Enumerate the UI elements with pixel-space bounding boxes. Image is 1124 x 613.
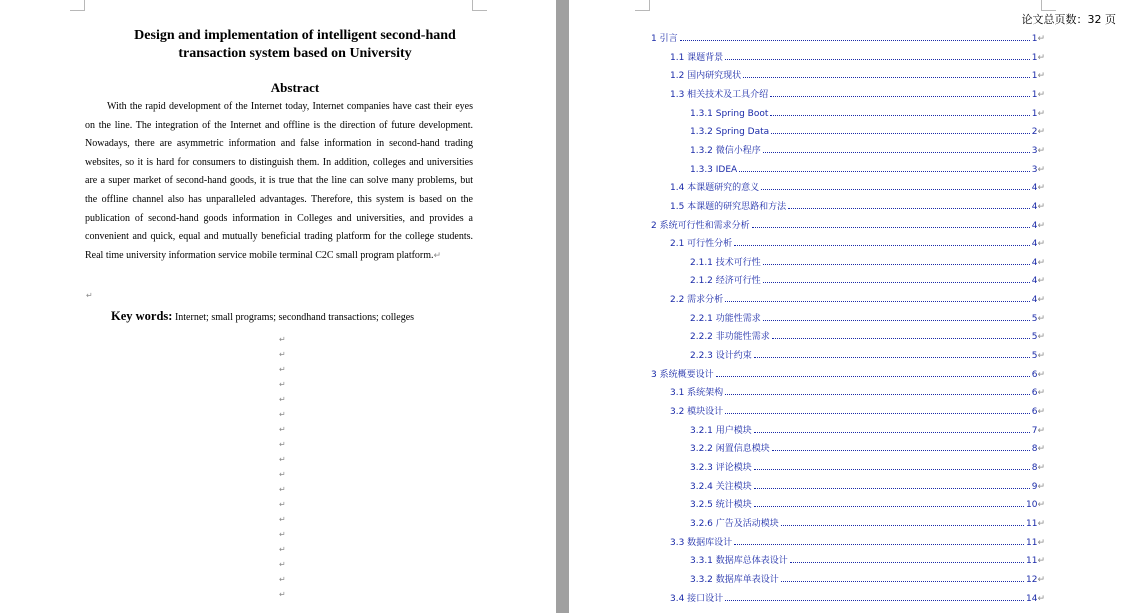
paper-title-line-1: Design and implementation of intelligent second-hand bbox=[134, 28, 456, 43]
toc-entry[interactable] bbox=[690, 459, 1045, 473]
toc-entry-page: 1 bbox=[1031, 52, 1038, 63]
toc-entry-page: 7 bbox=[1031, 425, 1038, 436]
toc-entry-page: 3 bbox=[1031, 164, 1038, 175]
toc-entry-label: 3.2 模块设计 bbox=[670, 407, 724, 417]
toc-dot-leader bbox=[725, 599, 1024, 601]
toc-dot-leader bbox=[716, 375, 1030, 377]
toc-entry-page: 4 bbox=[1031, 201, 1038, 212]
toc-entry-page: 4 bbox=[1031, 257, 1038, 268]
toc-entry[interactable] bbox=[690, 478, 1045, 492]
paragraph-mark: ↵ bbox=[1037, 332, 1045, 343]
toc-dot-leader bbox=[763, 281, 1030, 283]
paragraph-mark: ↵ bbox=[1037, 220, 1045, 231]
toc-entry[interactable] bbox=[670, 590, 1045, 604]
paragraph-mark: ↵ bbox=[1037, 462, 1045, 473]
paragraph-mark: ↵ bbox=[1037, 444, 1045, 455]
toc-dot-leader bbox=[754, 487, 1030, 489]
toc-entry[interactable] bbox=[690, 496, 1045, 510]
toc-entry-page: 4 bbox=[1031, 276, 1038, 287]
toc-entry-label: 3.2.5 统计模块 bbox=[690, 500, 752, 511]
abstract-heading: Abstract bbox=[270, 80, 320, 95]
keywords-label: Key words: bbox=[111, 309, 173, 323]
toc-entry[interactable] bbox=[690, 422, 1045, 436]
toc-dot-leader bbox=[739, 170, 1030, 172]
toc-dot-leader bbox=[680, 39, 1030, 41]
toc-entry-label: 3.4 接口设计 bbox=[670, 593, 724, 604]
toc-dot-leader bbox=[770, 95, 1030, 97]
toc-entry-page: 6 bbox=[1031, 407, 1038, 417]
total-page-count: 论文总页数：32 页 bbox=[1021, 13, 1116, 26]
toc-entry-label: 1.3 相关技术及工具介绍 bbox=[670, 89, 769, 100]
paragraph-mark: ↵ bbox=[1037, 574, 1045, 585]
paragraph-mark: ↵ bbox=[1037, 351, 1045, 362]
paragraph-mark: ↵ bbox=[1037, 313, 1045, 324]
toc-dot-leader bbox=[772, 449, 1030, 451]
toc-entry-label: 2.1 可行性分析 bbox=[670, 239, 733, 250]
toc-entry[interactable] bbox=[670, 179, 1045, 193]
paragraph-mark: ↵ bbox=[1037, 239, 1045, 250]
empty-paragraph-mark: ↵ bbox=[279, 365, 286, 374]
toc-entry-label: 1.4 本课题研究的意义 bbox=[670, 183, 760, 194]
toc-entry[interactable] bbox=[690, 142, 1045, 156]
empty-paragraph-mark: ↵ bbox=[279, 575, 286, 584]
toc-dot-leader bbox=[754, 431, 1030, 433]
toc-entry-page: 12 bbox=[1026, 574, 1038, 585]
toc-entry-page: 1 bbox=[1031, 89, 1038, 100]
toc-entry-label: 2.2.3 设计约束 bbox=[690, 351, 752, 362]
paragraph-mark: ↵ bbox=[1037, 89, 1045, 100]
toc-entry-label: 3.2.2 闲置信息模块 bbox=[690, 444, 770, 455]
toc-dot-leader bbox=[734, 244, 1030, 246]
toc-entry-page: 4 bbox=[1031, 183, 1038, 194]
empty-paragraph-mark: ↵ bbox=[279, 335, 286, 344]
empty-paragraph-mark: ↵ bbox=[279, 560, 286, 569]
empty-paragraph-mark: ↵ bbox=[279, 500, 286, 509]
toc-dot-leader bbox=[734, 543, 1024, 545]
toc-entry-label: 3.3.2 数据库单表设计 bbox=[690, 574, 779, 585]
toc-entry[interactable] bbox=[651, 217, 1045, 231]
toc-entry-label: 3.2.6 广告及活动模块 bbox=[690, 518, 779, 529]
toc-entry[interactable] bbox=[670, 534, 1045, 548]
toc-entry-label: 3 系统概要设计 bbox=[651, 369, 714, 380]
toc-entry-page: 8 bbox=[1031, 444, 1038, 455]
paragraph-mark: ↵ bbox=[1037, 481, 1045, 492]
toc-entry-page: 1 bbox=[1031, 71, 1038, 82]
toc-entry-label: 1 引言 bbox=[651, 34, 678, 44]
toc-dot-leader bbox=[763, 319, 1030, 321]
toc-dot-leader bbox=[763, 151, 1030, 153]
toc-entry[interactable] bbox=[690, 440, 1045, 454]
toc-entry[interactable] bbox=[670, 198, 1045, 212]
empty-paragraph-mark: ↵ bbox=[279, 470, 286, 479]
toc-entry[interactable] bbox=[690, 515, 1045, 529]
paragraph-mark: ↵ bbox=[1037, 34, 1045, 44]
toc-entry-page: 4 bbox=[1031, 220, 1038, 231]
paragraph-mark: ↵ bbox=[1037, 145, 1045, 156]
paragraph-mark: ↵ bbox=[1037, 556, 1045, 567]
margin-corner-mark bbox=[1041, 0, 1056, 11]
paragraph-mark: ↵ bbox=[1037, 52, 1045, 63]
abstract-paragraph: With the rapid development of the Internet today, Internet companies have cast their eyes on the line. The integration of the Internet and offline is the direction of future development. Nowadays, there are asymmetric information and false information in second-hand trading websites, so it is hard for consumers to distinguish them. In addition, colleges and universities are a super market of second-hand goods, it is true that the line can solve many problems, but the offline channel also has unparalleled advantages. Therefore, this system is based on the publication of second-hand goods information in Colleges and universities, and provides a convenient and quick, equal and mutually beneficial trading platform for the college students. Real time university information service mobile terminal C2C small program platform.↵ bbox=[85, 101, 473, 261]
empty-paragraph-mark: ↵ bbox=[279, 410, 286, 419]
toc-entry-page: 3 bbox=[1031, 145, 1038, 156]
toc-entry-label: 2.2.1 功能性需求 bbox=[690, 313, 761, 324]
toc-entry[interactable] bbox=[651, 366, 1045, 380]
toc-entry[interactable] bbox=[690, 347, 1045, 361]
paragraph-mark: ↵ bbox=[1037, 71, 1045, 82]
toc-entry-page: 14 bbox=[1026, 593, 1038, 604]
toc-entry-page: 11 bbox=[1026, 537, 1038, 548]
toc-entry-label: 3.1 系统架构 bbox=[670, 388, 724, 399]
paragraph-mark: ↵ bbox=[1037, 108, 1045, 119]
margin-corner-mark bbox=[635, 0, 650, 11]
toc-entry-label: 1.3.2 微信小程序 bbox=[690, 145, 761, 156]
toc-entry[interactable] bbox=[690, 571, 1045, 585]
empty-paragraph-mark: ↵ bbox=[279, 545, 286, 554]
toc-entry-page: 11 bbox=[1026, 518, 1038, 529]
toc-dot-leader bbox=[761, 188, 1030, 190]
paragraph-mark: ↵ bbox=[1037, 518, 1045, 529]
toc-entry-page: 1 bbox=[1031, 34, 1038, 44]
toc-entry-label: 1.2 国内研究现状 bbox=[670, 71, 742, 82]
toc-entry[interactable] bbox=[651, 30, 1045, 44]
toc-entry-label: 1.3.3 IDEA bbox=[690, 164, 738, 175]
toc-entry[interactable] bbox=[670, 86, 1045, 100]
toc-entry-page: 8 bbox=[1031, 462, 1038, 473]
paragraph-mark: ↵ bbox=[1037, 593, 1045, 604]
toc-entry-label: 1.3.1 Spring Boot bbox=[690, 108, 769, 119]
paragraph-mark: ↵ bbox=[1037, 388, 1045, 399]
toc-entry-label: 3.2.3 评论模块 bbox=[690, 462, 752, 473]
toc-entry-page: 2 bbox=[1031, 127, 1038, 138]
empty-paragraph-mark: ↵ bbox=[279, 530, 286, 539]
toc-entry-label: 3.3 数据库设计 bbox=[670, 537, 733, 548]
paragraph-mark: ↵ bbox=[1037, 183, 1045, 194]
paragraph-mark: ↵ bbox=[1037, 257, 1045, 268]
toc-dot-leader bbox=[725, 412, 1030, 414]
toc-entry[interactable] bbox=[690, 105, 1045, 119]
toc-entry[interactable] bbox=[690, 552, 1045, 566]
toc-entry[interactable] bbox=[690, 161, 1045, 175]
paragraph-mark: ↵ bbox=[1037, 537, 1045, 548]
empty-paragraph-mark: ↵ bbox=[279, 485, 286, 494]
document-page-toc bbox=[569, 0, 1124, 613]
toc-dot-leader bbox=[781, 524, 1024, 526]
toc-entry-label: 1.1 课题背景 bbox=[670, 52, 724, 63]
toc-entry[interactable] bbox=[690, 310, 1045, 324]
toc-entry[interactable] bbox=[670, 291, 1045, 305]
toc-entry-label: 2.2.2 非功能性需求 bbox=[690, 332, 770, 343]
toc-dot-leader bbox=[743, 76, 1030, 78]
toc-entry-page: 5 bbox=[1031, 332, 1038, 343]
toc-dot-leader bbox=[752, 226, 1030, 228]
empty-paragraph-mark: ↵ bbox=[279, 380, 286, 389]
toc-entry[interactable] bbox=[690, 254, 1045, 268]
paragraph-mark: ↵ bbox=[1037, 369, 1045, 380]
toc-entry-page: 11 bbox=[1026, 556, 1038, 567]
paragraph-mark: ↵ bbox=[1037, 407, 1045, 417]
empty-paragraph-mark: ↵ bbox=[86, 291, 93, 300]
margin-corner-mark bbox=[472, 0, 487, 11]
empty-paragraph-mark: ↵ bbox=[279, 425, 286, 434]
toc-entry-label: 2 系统可行性和需求分析 bbox=[651, 220, 750, 231]
toc-entry-label: 3.2.4 关注模块 bbox=[690, 481, 752, 492]
paragraph-mark: ↵ bbox=[1037, 164, 1045, 175]
toc-dot-leader bbox=[725, 58, 1030, 60]
toc-entry-page: 5 bbox=[1031, 313, 1038, 324]
toc-dot-leader bbox=[790, 561, 1024, 563]
paragraph-mark: ↵ bbox=[1037, 295, 1045, 306]
toc-entry-page: 9 bbox=[1031, 481, 1038, 492]
toc-entry-page: 1 bbox=[1031, 108, 1038, 119]
toc-dot-leader bbox=[788, 207, 1030, 209]
toc-dot-leader bbox=[781, 580, 1024, 582]
toc-entry-label: 2.1.2 经济可行性 bbox=[690, 276, 761, 287]
document-page-abstract bbox=[0, 0, 556, 613]
toc-entry-page: 6 bbox=[1031, 388, 1038, 399]
paragraph-mark: ↵ bbox=[1037, 201, 1045, 212]
paragraph-mark: ↵ bbox=[1037, 425, 1045, 436]
toc-entry[interactable] bbox=[670, 67, 1045, 81]
toc-dot-leader bbox=[772, 337, 1030, 339]
keywords-text: Internet; small programs; secondhand transactions; colleges bbox=[174, 312, 415, 323]
toc-dot-leader bbox=[725, 393, 1030, 395]
toc-entry[interactable] bbox=[690, 123, 1045, 137]
paragraph-mark: ↵ bbox=[1037, 127, 1045, 138]
toc-entry-label: 1.5 本课题的研究思路和方法 bbox=[670, 201, 787, 212]
paragraph-mark: ↵ bbox=[1037, 276, 1045, 287]
toc-entry[interactable] bbox=[670, 235, 1045, 249]
toc-dot-leader bbox=[754, 468, 1030, 470]
toc-entry-label: 3.3.1 数据库总体表设计 bbox=[690, 556, 788, 567]
toc-entry-page: 5 bbox=[1031, 351, 1038, 362]
toc-dot-leader bbox=[763, 263, 1030, 265]
toc-dot-leader bbox=[770, 114, 1029, 116]
toc-entry-label: 1.3.2 Spring Data bbox=[690, 127, 770, 138]
toc-dot-leader bbox=[754, 356, 1030, 358]
toc-entry[interactable] bbox=[670, 384, 1045, 398]
toc-entry-label: 3.2.1 用户模块 bbox=[690, 425, 752, 436]
empty-paragraph-mark: ↵ bbox=[279, 350, 286, 359]
empty-paragraph-mark: ↵ bbox=[279, 440, 286, 449]
empty-paragraph-mark: ↵ bbox=[279, 395, 286, 404]
empty-paragraph-mark: ↵ bbox=[279, 515, 286, 524]
toc-entry[interactable] bbox=[690, 328, 1045, 342]
empty-paragraph-mark: ↵ bbox=[279, 590, 286, 599]
margin-corner-mark bbox=[70, 0, 85, 11]
toc-entry-page: 6 bbox=[1031, 369, 1038, 380]
toc-entry[interactable] bbox=[690, 272, 1045, 286]
toc-entry-page: 4 bbox=[1031, 239, 1038, 250]
empty-paragraph-mark: ↵ bbox=[279, 455, 286, 464]
toc-dot-leader bbox=[771, 132, 1030, 134]
toc-entry-label: 2.1.1 技术可行性 bbox=[690, 257, 761, 268]
toc-dot-leader bbox=[754, 505, 1024, 507]
toc-entry-page: 10 bbox=[1026, 500, 1038, 511]
toc-entry[interactable] bbox=[670, 49, 1045, 63]
keywords-line bbox=[111, 309, 414, 324]
toc-entry-page: 4 bbox=[1031, 295, 1038, 306]
toc-dot-leader bbox=[725, 300, 1030, 302]
paragraph-mark: ↵ bbox=[1037, 500, 1045, 511]
toc-entry[interactable] bbox=[670, 403, 1045, 417]
toc-entry-label: 2.2 需求分析 bbox=[670, 295, 724, 306]
paper-title-line-2: transaction system based on University bbox=[178, 46, 412, 61]
